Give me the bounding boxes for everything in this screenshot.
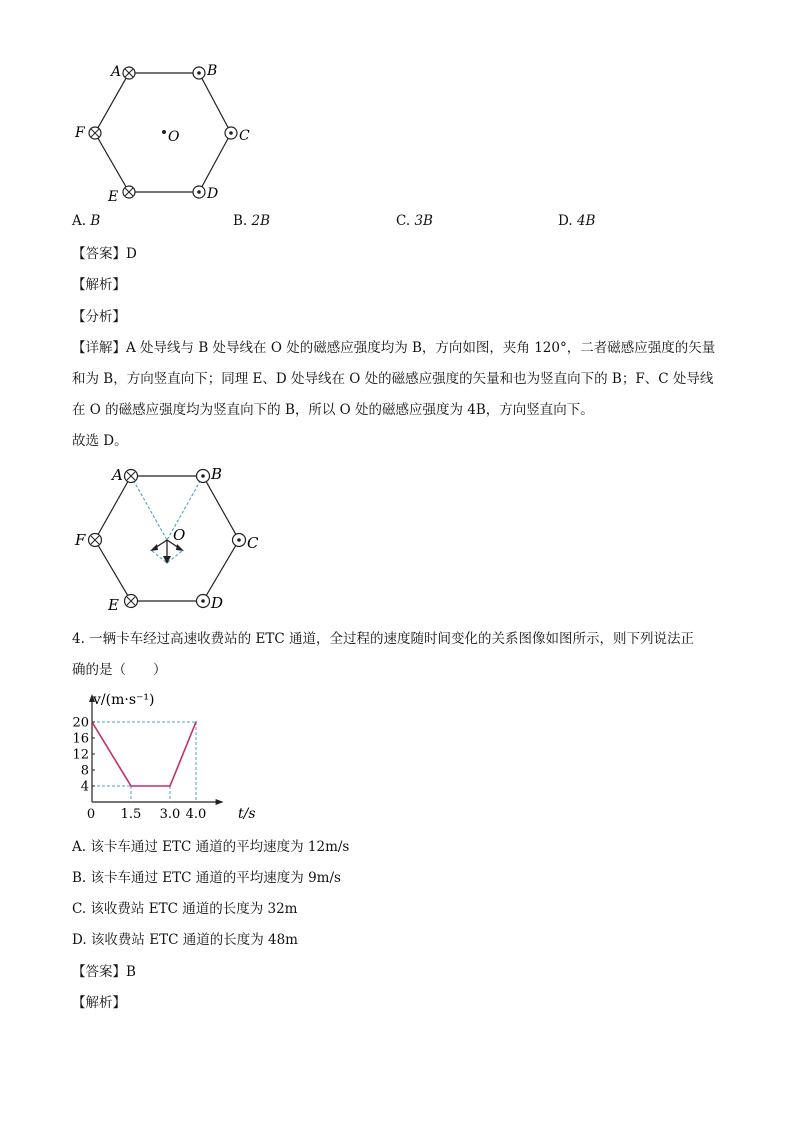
q4-option-a: A. 该卡车通过 ETC 通道的平均速度为 12m/s: [72, 839, 350, 855]
label-B2: B: [211, 465, 223, 483]
label-A: A: [111, 64, 122, 80]
label-C: C: [239, 128, 250, 144]
arrow-left-head: [150, 544, 158, 551]
label-C2: C: [247, 534, 259, 552]
q3-fenxi-heading: 【分析】: [72, 309, 126, 325]
dot-icon-D2: [197, 595, 210, 608]
label-F: F: [75, 125, 85, 141]
q4-option-d: D. 该收费站 ETC 通道的长度为 48m: [72, 932, 298, 948]
q4-jiexi-heading: 【解析】: [72, 995, 126, 1011]
cross-icon-F2: [89, 534, 102, 547]
label-A2: A: [112, 466, 123, 484]
velocity-time-chart: [68, 688, 258, 823]
label-E2: E: [108, 596, 119, 614]
q3-detail-line-1: 【详解】A 处导线与 B 处导线在 O 处的磁感应强度均为 B，方向如图，夹角 120°，二者磁感应强度的矢量: [72, 340, 716, 356]
dot-icon-C: [225, 127, 237, 139]
series-point: [130, 785, 132, 787]
dashed-line-A-O: [131, 476, 167, 540]
x-tick-label: 4.0: [185, 807, 207, 822]
y-tick-label: 4: [80, 779, 89, 795]
y-tick-label: 16: [72, 731, 89, 747]
label-O2: O: [173, 526, 186, 544]
q3-answer: 【答案】D: [72, 246, 137, 262]
label-D: D: [207, 186, 219, 202]
x-tick-label: 0: [86, 807, 96, 822]
q3-conclusion: 故选 D。: [72, 433, 128, 449]
dot-icon-C2: [233, 534, 246, 547]
q3-option-d: D. 4B: [558, 213, 596, 229]
series-line: [92, 722, 196, 786]
q3-detail-line-3: 在 O 的磁感应强度均为竖直向下的 B，所以 O 处的磁感应强度为 4B，方向竖直向下。: [72, 402, 594, 418]
q4-answer: 【答案】B: [72, 964, 136, 980]
q3-option-a: A. B: [72, 213, 101, 229]
q4-stem-line-2: 确的是（ ）: [72, 662, 167, 678]
x-axis-arrow: [216, 799, 224, 805]
dot-icon-B: [193, 67, 205, 79]
x-tick-label: 3.0: [159, 807, 181, 822]
arrow-down-head: [163, 556, 171, 564]
q3-jiexi-heading: 【解析】: [72, 277, 126, 293]
series-point: [195, 721, 197, 723]
cross-icon-E2: [125, 595, 138, 608]
cross-icon-A2: [125, 470, 138, 483]
dot-icon-D: [193, 186, 205, 198]
label-B: B: [207, 63, 218, 79]
x-tick-label: 1.5: [120, 807, 142, 822]
q3-option-c: C. 3B: [396, 213, 433, 229]
dot-icon-B2: [197, 470, 210, 483]
hexagon-figure-1: [75, 55, 260, 215]
hexagon-figure-2: [72, 458, 272, 618]
q4-stem-line-1: 4. 一辆卡车经过高速收费站的 ETC 通道，全过程的速度随时间变化的关系图像如图所示，则下列说法正: [72, 631, 694, 647]
cross-icon-F: [89, 127, 101, 139]
q4-option-c: C. 该收费站 ETC 通道的长度为 32m: [72, 901, 298, 917]
q3-detail-line-2: 和为 B，方向竖直向下；同理 E、D 处导线在 O 处的磁感应强度的矢量和也为竖直向下的 B；F、C 处导线: [72, 371, 714, 387]
label-E: E: [108, 189, 119, 205]
y-tick-label: 12: [72, 747, 89, 763]
q3-option-b: B. 2B: [233, 213, 271, 229]
hexagon-outline-2: [95, 476, 239, 601]
y-axis-label: v/(m·s⁻¹): [93, 692, 155, 708]
arrow-right-head: [176, 544, 184, 551]
label-D2: D: [211, 594, 224, 612]
x-axis-label: t/s: [238, 806, 256, 822]
series-point: [169, 785, 171, 787]
cross-icon-E: [123, 186, 135, 198]
center-point-O: [162, 130, 166, 134]
y-tick-label: 20: [72, 715, 89, 731]
q4-option-b: B. 该卡车通过 ETC 通道的平均速度为 9m/s: [72, 870, 341, 886]
label-F2: F: [75, 531, 86, 549]
cross-icon-A: [123, 67, 135, 79]
label-O: O: [168, 129, 180, 145]
y-tick-label: 8: [80, 763, 89, 779]
